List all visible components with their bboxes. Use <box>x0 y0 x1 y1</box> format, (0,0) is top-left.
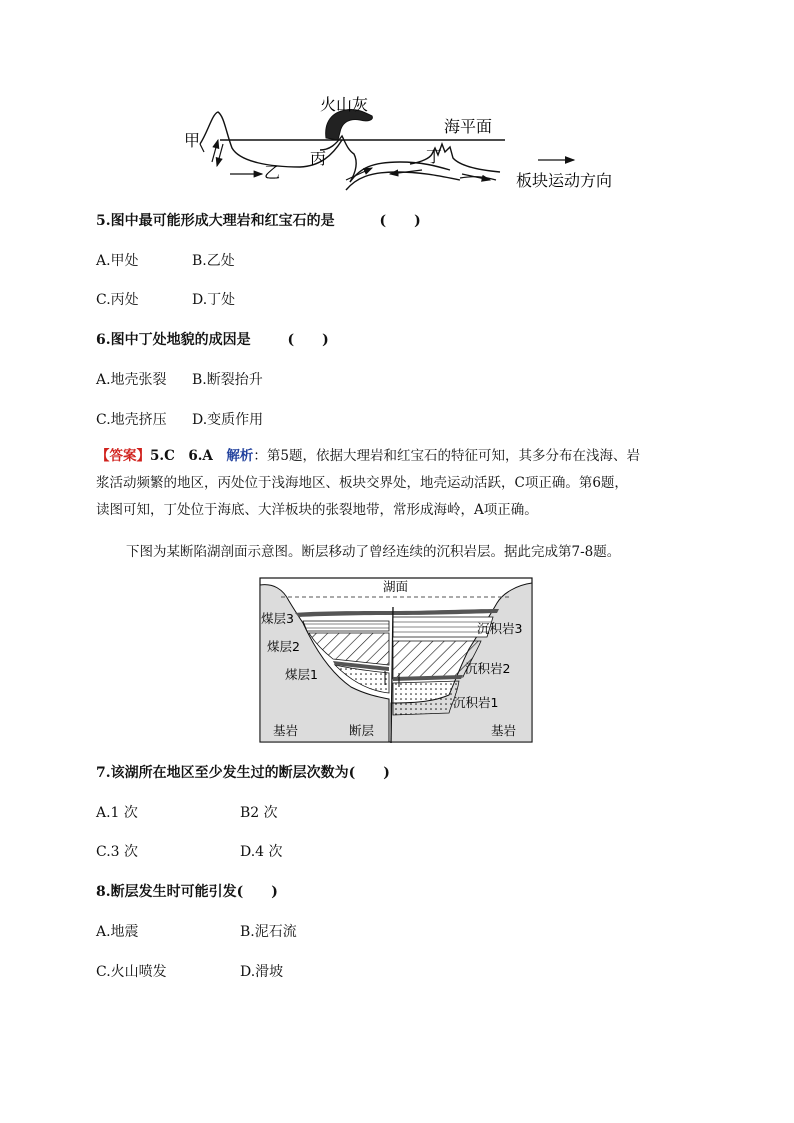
analysis-line-1: ：第5题，依据大理岩和红宝石的特征可知，其多分布在浅海、岩 <box>253 448 640 464</box>
q8-option-b: B.泥石流 <box>240 924 297 940</box>
answer-key: 5.C 6.A <box>150 448 227 464</box>
answer-block <box>96 443 696 524</box>
label-bedrock-left: 基岩 <box>273 723 299 738</box>
q7-option-a: A.1 次 <box>96 805 138 821</box>
label-sea-level: 海平面 <box>444 117 493 136</box>
label-coal-1: 煤层1 <box>285 667 318 682</box>
analysis-line-3: 读图可知，丁处位于海底、大洋板块的张裂地带，常形成海岭，A项正确。 <box>96 502 538 518</box>
question-6-stem: 6.图中丁处地貌的成因是 <box>96 332 251 348</box>
q5-option-b: B.乙处 <box>192 253 235 269</box>
analysis-label: 解析 <box>226 448 254 464</box>
label-sed-2: 沉积岩2 <box>465 661 511 676</box>
q8-option-d: D.滑坡 <box>240 964 284 980</box>
question-5 <box>96 210 421 230</box>
label-sed-1: 沉积岩1 <box>453 695 499 710</box>
question-7: 7.该湖所在地区至少发生过的断层次数为( ) <box>96 765 390 781</box>
question-6-paren: ( ) <box>287 332 329 348</box>
q7-option-d: D.4 次 <box>240 844 283 860</box>
label-fault: 断层 <box>349 723 375 738</box>
q7-option-b: B2 次 <box>240 805 278 821</box>
q6-option-b: B.断裂抬升 <box>192 372 263 388</box>
label-volcanic-ash: 火山灰 <box>320 95 369 114</box>
label-coal-3: 煤层3 <box>261 611 294 626</box>
label-coal-2: 煤层2 <box>267 639 300 654</box>
q6-option-c: C.地壳挤压 <box>96 412 167 428</box>
fault-lake-diagram <box>259 577 535 745</box>
label-jia: 甲 <box>184 131 201 150</box>
q8-option-a: A.地震 <box>96 924 139 940</box>
label-bing: 丙 <box>310 149 327 168</box>
question-5-paren: ( ) <box>379 213 421 229</box>
q7-option-c: C.3 次 <box>96 844 139 860</box>
q6-option-d: D.变质作用 <box>192 412 264 428</box>
q5-option-d: D.丁处 <box>192 292 236 308</box>
answer-tag: 【答案】 <box>96 448 150 464</box>
label-yi: 乙 <box>264 163 281 182</box>
q5-option-a: A.甲处 <box>96 253 139 269</box>
label-sed-3: 沉积岩3 <box>477 621 523 636</box>
plate-boundary-diagram <box>160 92 640 202</box>
analysis-line-2: 浆活动频繁的地区，丙处位于浅海地区、板块交界处，地壳运动活跃，C项正确。第6题， <box>96 475 628 491</box>
question-6 <box>96 329 329 349</box>
q5-option-c: C.丙处 <box>96 292 139 308</box>
label-ding: 丁 <box>426 147 443 166</box>
q8-option-c: C.火山喷发 <box>96 964 167 980</box>
label-bedrock-right: 基岩 <box>491 723 517 738</box>
label-lake-surface: 湖面 <box>383 579 409 594</box>
intro-text: 下图为某断陷湖剖面示意图。断层移动了曾经连续的沉积岩层。据此完成第7-8题。 <box>126 544 621 560</box>
volcanic-ash-plume <box>326 109 373 140</box>
q6-option-a: A.地壳张裂 <box>96 372 167 388</box>
mid-ocean-ridge <box>410 144 500 172</box>
label-plate-motion: 板块运动方向 <box>516 171 613 190</box>
question-8: 8.断层发生时可能引发( ) <box>96 884 278 900</box>
question-5-stem: 5.图中最可能形成大理岩和红宝石的是 <box>96 213 335 229</box>
